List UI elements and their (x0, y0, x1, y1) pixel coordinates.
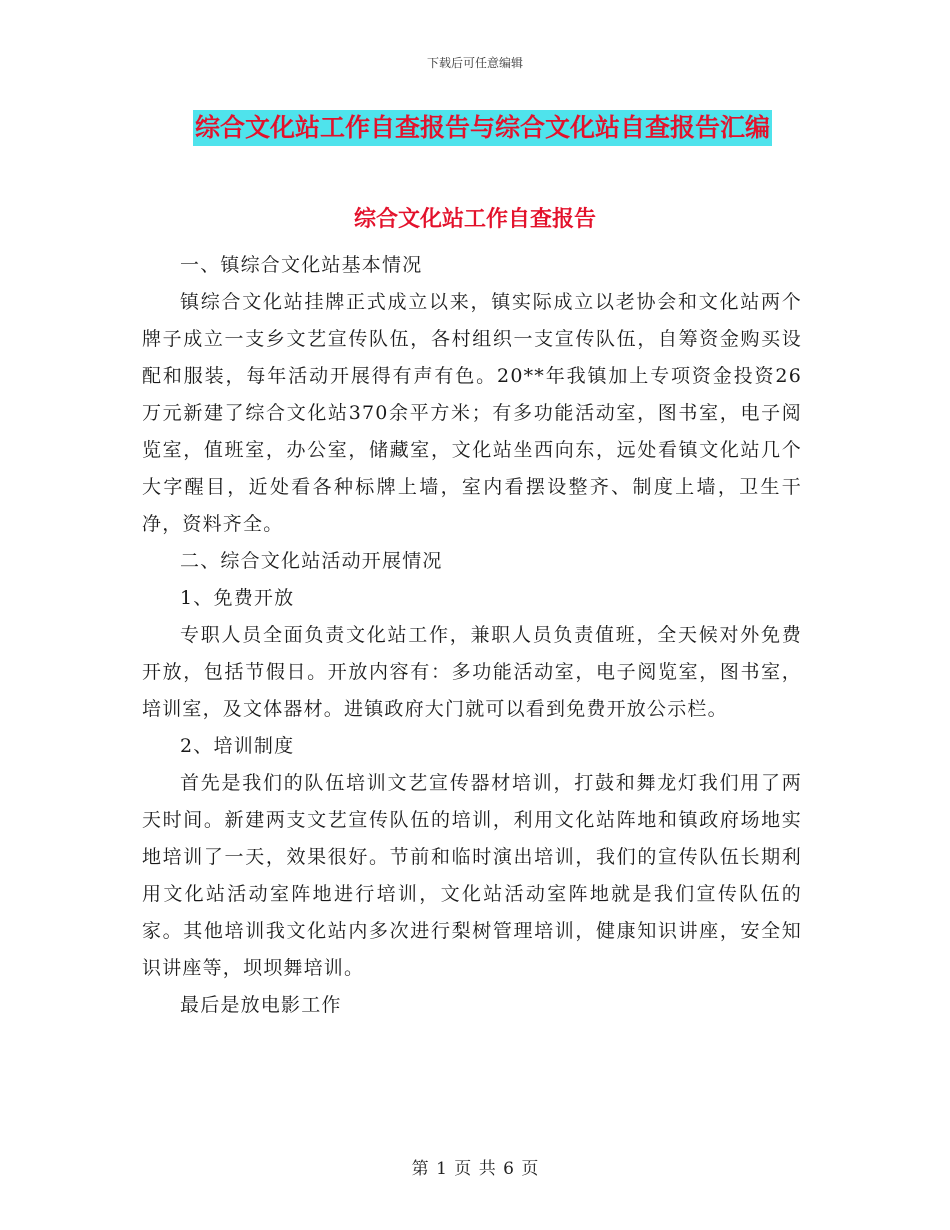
paragraph-free-opening: 专职人员全面负责文化站工作，兼职人员负责值班，全天候对外免费开放，包括节假日。开放内容有：多功能活动室，电子阅览室，图书室，培训室，及文体器材。进镇政府大门就可以看到免费开放公示栏。 (142, 624, 802, 720)
paragraph-basic-info: 镇综合文化站挂牌正式成立以来，镇实际成立以老协会和文化站两个牌子成立一支乡文艺宣传队伍，各村组织一支宣传队伍，自筹资金购买设配和服装，每年活动开展得有声有色。20**年我镇加上专项资金投资26万元新建了综合文化站370余平方米；有多功能活动室，图书室，电子阅览室，值班室，办公室，储藏室，文化站坐西向东，远处看镇文化站几个大字醒目，近处看各种标牌上墙，室内看摆设整齐、制度上墙，卫生干净，资料齐全。 (142, 291, 802, 535)
document-body (142, 247, 802, 1024)
page-header-note: 下载后可任意编辑 (426, 56, 523, 70)
paragraph-training: 首先是我们的队伍培训文艺宣传器材培训，打鼓和舞龙灯我们用了两天时间。新建两支文艺宣传队伍的培训，利用文化站阵地和镇政府场地实地培训了一天，效果很好。节前和临时演出培训，我们的宣传队伍长期利用文化站活动室阵地进行培训，文化站活动室阵地就是我们宣传队伍的家。其他培训我文化站内多次进行梨树管理培训，健康知识讲座，安全知识讲座等，坝坝舞培训。 (142, 772, 802, 979)
subheading-training: 2、培训制度 (180, 735, 295, 757)
document-main-title: 综合文化站工作自查报告与综合文化站自查报告汇编 (193, 110, 772, 146)
section-heading-basic-info: 一、镇综合文化站基本情况 (180, 254, 423, 276)
paragraph-movie-work: 最后是放电影工作 (180, 994, 342, 1016)
subheading-free-opening: 1、免费开放 (180, 587, 295, 609)
page-number-footer: 第 1 页 共 6 页 (411, 1159, 539, 1179)
section-heading-activities: 二、综合文化站活动开展情况 (180, 550, 443, 572)
document-sub-title: 综合文化站工作自查报告 (353, 207, 596, 232)
